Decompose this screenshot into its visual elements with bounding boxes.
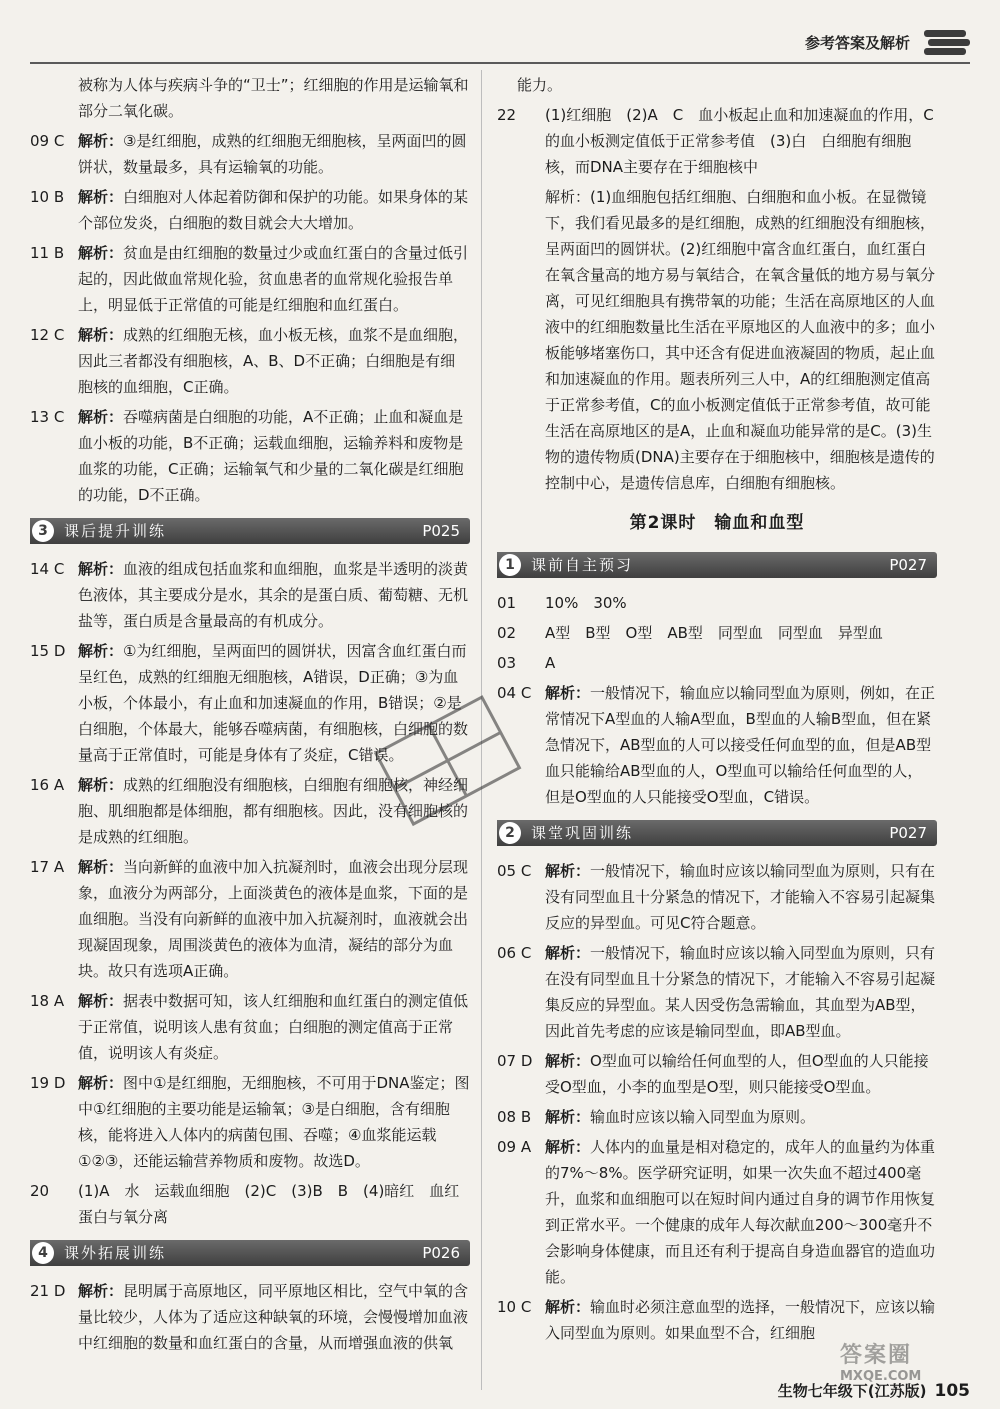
answer-text: 一般情况下，输血时应该以输同型血为原则，只有在没有同型血且十分紧急的情况下，才能输入不容易引起凝集反应的异型血。可见C符合题意。 xyxy=(545,862,936,932)
answer-number: 09 A xyxy=(497,1138,532,1156)
answer-item xyxy=(30,854,470,984)
answer-text: 一般情况下，输血应以输同型血为原则，例如，在正常情况下A型血的人输A型血，B型血的人输B型血，但在紧急情况下，AB型血的人可以接受任何血型的血，但是AB型血只能输给AB型血的人，O型血可以输给任何血型的人，但是O型血的人只能接受O型血，C错误。 xyxy=(545,684,936,806)
analysis-label: 解析： xyxy=(78,992,124,1010)
section-number: 4 xyxy=(32,1242,54,1264)
answer-item xyxy=(30,128,470,180)
books-icon xyxy=(920,26,970,60)
analysis-label: 解析： xyxy=(78,408,124,426)
answer-number: 11 B xyxy=(30,244,65,262)
section-page-ref: P027 xyxy=(889,556,927,574)
answer-number: 17 A xyxy=(30,858,65,876)
analysis-label: 解析： xyxy=(545,944,591,962)
analysis-label: 解析： xyxy=(545,1108,591,1126)
lesson-title: 第2课时 输血和血型 xyxy=(629,513,805,533)
text-body: (1)血细胞包括红细胞、白细胞和血小板。在显微镜下，我们看见最多的是红细胞，成熟的红细胞没有细胞核，呈两面凹的圆饼状。(2)红细胞中富含血红蛋白，血红蛋白在氧含量高的地方易与氧结合，在氧含量低的地方易与氧分离，可见红细胞具有携带氧的功能；生活在高原地区的人血液中的红细胞数量比生活在平原地区的人血液中的多；血小板能够堵塞伤口，其中还含有促进血液凝固的物质，起止血和加速凝血的作用。题表所列三人中，A的红细胞测定值高于正常参考值，C的血小板测定值低于正常参考值，故可能生活在高原地区的是A，止血和凝血功能异常的是C。(3)生物的遗传物质(DNA)主要存在于细胞核中，细胞核是遗传的控制中心，是遗传信息库，白细胞有细胞核。 xyxy=(545,188,936,492)
analysis-label: 解析： xyxy=(78,132,124,150)
footer-subject: 生物七年级下(江苏版) xyxy=(777,1382,927,1400)
answer-item xyxy=(497,1048,937,1100)
answer-text: 成熟的红细胞无核，血小板无核，血浆不是血细胞，因此三者都没有细胞核，A、B、D不正确；白细胞是有细胞核的血细胞，C正确。 xyxy=(78,326,469,396)
answer-text: 当向新鲜的血液中加入抗凝剂时，血液会出现分层现象，血液分为两部分，上面淡黄色的液体是血浆，下面的是血细胞。当没有向新鲜的血液中加入抗凝剂时，血液就会出现凝固现象，周围淡黄色的液体为血清，凝结的部分为血块。故只有选项A正确。 xyxy=(78,858,469,980)
answer-item xyxy=(30,556,470,634)
answer-item xyxy=(30,184,470,236)
analysis-label: 解析： xyxy=(545,1298,591,1316)
continued-text xyxy=(497,184,937,496)
answer-number: 20 xyxy=(30,1182,50,1200)
answer-number: 18 A xyxy=(30,992,65,1010)
answer-number: 10 C xyxy=(497,1298,532,1316)
section-number: 3 xyxy=(32,520,54,542)
answer-text: 血液的组成包括血浆和血细胞，血浆是半透明的淡黄色液体，其主要成分是水，其余的是蛋白质、葡萄糖、无机盐等，蛋白质是含量最高的有机成分。 xyxy=(78,560,469,630)
analysis-label: 解析： xyxy=(78,642,124,660)
analysis-label: 解析： xyxy=(545,1138,591,1156)
answer-item xyxy=(497,590,937,616)
answer-text: 图中①是红细胞，无细胞核，不可用于DNA鉴定；图中①红细胞的主要功能是运输氧；③是白细胞，含有细胞核，能将进入人体内的病菌包围、吞噬；④血浆能运载①②③，还能运输营养物质和废物。故选D。 xyxy=(78,1074,470,1170)
analysis-label: 解析： xyxy=(78,1282,124,1300)
answer-item xyxy=(30,404,470,508)
section-page-ref: P027 xyxy=(889,824,927,842)
answer-number: 05 C xyxy=(497,862,532,880)
answer-number: 01 xyxy=(497,594,517,612)
analysis-label: 解析： xyxy=(545,684,591,702)
analysis-label: 解析： xyxy=(545,188,591,206)
answer-text: 成熟的红细胞没有细胞核，白细胞有细胞核，神经细胞、肌细胞都是体细胞，都有细胞核。因此，没有细胞核的是成熟的红细胞。 xyxy=(78,776,469,846)
section-title: 课后提升训练 xyxy=(64,522,167,540)
analysis-label: 解析： xyxy=(78,1074,124,1092)
analysis-label: 解析： xyxy=(78,326,124,344)
section-page-ref: P026 xyxy=(422,1244,460,1262)
section-number: 2 xyxy=(499,822,521,844)
answer-item xyxy=(497,1104,937,1130)
right-column xyxy=(497,72,937,1350)
page-header xyxy=(30,28,970,64)
answer-item xyxy=(30,322,470,400)
header-title: 参考答案及解析 xyxy=(804,34,910,52)
answer-text: 昆明属于高原地区，同平原地区相比，空气中氧的含量比较少，人体为了适应这种缺氧的环境，会慢慢增加血液中红细胞的数量和血红蛋白的含量，从而增强血液的供氧 xyxy=(78,1282,469,1352)
answer-number: 03 xyxy=(497,654,517,672)
answer-text: 10% 30% xyxy=(545,594,627,612)
answer-number: 10 B xyxy=(30,188,65,206)
answer-text: ①为红细胞，呈两面凹的圆饼状，因富含血红蛋白而呈红色，成熟的红细胞无细胞核，A错误，D正确；③为血小板，个体最小，有止血和加速凝血的作用，B错误；②是白细胞，个体最大，能够吞噬病菌，有细胞核，白细胞的数量高于正常值时，可能是身体有了炎症，C错误。 xyxy=(78,642,469,764)
analysis-label: 解析： xyxy=(78,858,124,876)
section-header xyxy=(30,518,470,544)
answer-number: 06 C xyxy=(497,944,532,962)
analysis-label: 解析： xyxy=(78,560,124,578)
answer-number: 16 A xyxy=(30,776,65,794)
analysis-label: 解析： xyxy=(78,188,124,206)
answer-item xyxy=(30,1070,470,1174)
answer-number: 12 C xyxy=(30,326,65,344)
answer-number: 22 xyxy=(497,106,517,124)
answer-number: 13 C xyxy=(30,408,65,426)
answer-text: 吞噬病菌是白细胞的功能，A不正确；止血和凝血是血小板的功能，B不正确；运载血细胞，运输养料和废物是血浆的功能，C正确；运输氧气和少量的二氧化碳是红细胞的功能，D不正确。 xyxy=(78,408,464,504)
section-title: 课前自主预习 xyxy=(531,556,634,574)
answer-text: 贫血是由红细胞的数量过少或血红蛋白的含量过低引起的，因此做血常规化验，贫血患者的血常规化验报告单上，明显低于正常值的可能是红细胞和血红蛋白。 xyxy=(78,244,469,314)
answer-number: 02 xyxy=(497,624,517,642)
answer-text: (1)红细胞 (2)A C 血小板起止血和加速凝血的作用，C的血小板测定值低于正常参考值 (3)白 白细胞有细胞核，而DNA主要存在于细胞核中 xyxy=(545,106,934,176)
analysis-label: 解析： xyxy=(78,776,124,794)
answer-text: 人体内的血量是相对稳定的，成年人的血量约为体重的7%～8%。医学研究证明，如果一次失血不超过400毫升，血浆和血细胞可以在短时间内通过自身的调节作用恢复到正常水平。一个健康的成年人每次献血200～300毫升不会影响身体健康，而且还有利于提高自身造血器官的造血功能。 xyxy=(545,1138,936,1286)
section-header xyxy=(497,552,937,578)
answer-item xyxy=(497,102,937,180)
answer-item xyxy=(497,620,937,646)
continued-text xyxy=(30,72,470,124)
answer-number: 07 D xyxy=(497,1052,533,1070)
answer-item xyxy=(30,988,470,1066)
answer-text: (1)A 水 运载血细胞 (2)C (3)B B (4)暗红 血红蛋白与氧分离 xyxy=(78,1182,460,1226)
answer-text: 输血时应该以输入同型血为原则。 xyxy=(590,1108,816,1126)
page-number: 105 xyxy=(934,1381,970,1401)
section-number: 1 xyxy=(499,554,521,576)
answer-number: 14 C xyxy=(30,560,65,578)
answer-text: A xyxy=(545,654,556,672)
answer-number: 19 D xyxy=(30,1074,66,1092)
answer-text: 输血时必须注意血型的选择，一般情况下，应该以输入同型血为原则。如果血型不合，红细胞 xyxy=(545,1298,936,1342)
answer-number: 09 C xyxy=(30,132,65,150)
answer-item xyxy=(497,680,937,810)
answer-item xyxy=(497,650,937,676)
answer-item xyxy=(30,240,470,318)
answer-item xyxy=(497,858,937,936)
stamp-watermark xyxy=(370,690,530,840)
section-title: 课堂巩固训练 xyxy=(531,824,634,842)
answer-text: 据表中数据可知，该人红细胞和血红蛋白的测定值低于正常值，说明该人患有贫血；白细胞的测定值高于正常值，说明该人有炎症。 xyxy=(78,992,469,1062)
logo-sub: MXQE.COM xyxy=(840,1369,922,1384)
answer-text: O型血可以输给任何血型的人，但O型血的人只能接受O型血，小李的血型是O型，则只能接受O型血。 xyxy=(545,1052,929,1096)
answer-text: ③是红细胞，成熟的红细胞无细胞核，呈两面凹的圆饼状，数量最多，具有运输氧的功能。 xyxy=(78,132,467,176)
answer-item xyxy=(30,1178,470,1230)
text-body: 能力。 xyxy=(517,76,563,94)
answer-item xyxy=(30,1278,470,1356)
answer-text: 一般情况下，输血时应该以输入同型血为原则，只有在没有同型血且十分紧急的情况下，才能输入不容易引起凝集反应的异型血。某人因受伤急需输血，其血型为AB型，因此首先考虑的应该是输同型血，即AB型血。 xyxy=(545,944,936,1040)
section-title: 课外拓展训练 xyxy=(64,1244,167,1262)
analysis-label: 解析： xyxy=(78,244,124,262)
analysis-label: 解析： xyxy=(545,862,591,880)
text-body: 被称为人体与疾病斗争的“卫士”；红细胞的作用是运输氧和部分二氧化碳。 xyxy=(78,76,469,120)
answer-number: 21 D xyxy=(30,1282,66,1300)
answer-item xyxy=(497,940,937,1044)
page-footer xyxy=(778,1380,970,1401)
answer-number: 15 D xyxy=(30,642,66,660)
analysis-label: 解析： xyxy=(545,1052,591,1070)
answer-item xyxy=(497,1134,937,1290)
answer-number: 08 B xyxy=(497,1108,532,1126)
logo-text: 答案圈 xyxy=(840,1343,913,1368)
continued-text xyxy=(497,72,937,98)
answer-text: A型 B型 O型 AB型 同型血 同型血 异型血 xyxy=(545,624,883,642)
section-header xyxy=(497,820,937,846)
section-header xyxy=(30,1240,470,1266)
answer-number: 04 C xyxy=(497,684,532,702)
section-page-ref: P025 xyxy=(422,522,460,540)
answer-text: 白细胞对人体起着防御和保护的功能。如果身体的某个部位发炎，白细胞的数目就会大大增加。 xyxy=(78,188,469,232)
